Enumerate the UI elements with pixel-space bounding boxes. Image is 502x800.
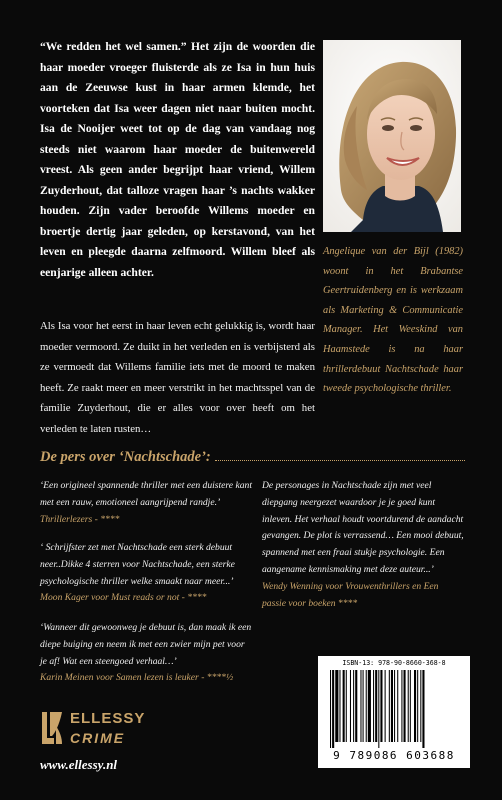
quote-source: Wendy Wenning voor Vrouwenthrillers en Een passie voor boeken **** (262, 580, 439, 609)
publisher-imprint: CRIME (70, 730, 126, 746)
barcode-digits: 9 789086 603688 (333, 749, 455, 762)
barcode-bars (330, 670, 458, 748)
press-heading (40, 448, 465, 468)
isbn-barcode (318, 656, 470, 768)
quote-source: Moon Kager voor Must reads or not - **** (40, 592, 207, 604)
press-quote: ‘Een origineel spannende thriller met een duistere kant met een rauw, emotioneel aangrijpend randje.’ Thrillerlezers - **** (40, 480, 252, 525)
quote-source: Karin Meinen voor Samen lezen is leuker - ****½ (40, 672, 234, 684)
ellessy-logo-icon (38, 708, 66, 748)
dotted-rule (215, 448, 465, 461)
publisher-website: www.ellessy.nl (40, 757, 118, 772)
quote-source: Thrillerlezers - **** (40, 513, 120, 525)
author-bio: Angelique van der Bijl (1982) woont in het Brabantse Geertruidenberg en is werkzaam als Marketing & Communicatie Manager. Het Weeskind van Haamstede is na haar thrillerdebuut Nachtschade haar tweede psychologische thriller. (323, 246, 463, 395)
author-photo (323, 40, 461, 232)
press-quote: De personages in Nachtschade zijn met veel diepgang neergezet waardoor je je goed kunt inleven. Het verhaal houdt voortdurend de aandacht gevangen. De plot is verrassend… Een mooi debuut, spannend met een fraai stukje psychologie. Een aangename kennismaking met deze auteur...’ Wendy Wenning voor Vrouwenthrillers en Een passie voor boeken **** (262, 480, 464, 609)
press-quote: ‘ Schrijfster zet met Nachtschade een sterk debuut neer..Dikke 4 sterren voor Nachtschade, een sterke psychologische thriller welke smaakt naar meer...’ Moon Kager voor Must reads or not - **** (40, 542, 235, 604)
publisher-brand: ELLESSY (70, 710, 146, 727)
plot-paragraph: Als Isa voor het eerst in haar leven echt gelukkig is, wordt haar moeder vermoord. Ze duikt in het verleden en is verbijsterd als ze vermoedt dat Willems familie iets met de moord te maken heeft. Ze raakt meer en meer verstrikt in het machtsspel van de familie Zuyderhout, die er alles voor over heeft om het verleden te laten rusten… (40, 320, 315, 435)
press-heading-text: De pers over ‘Nachtschade’: (40, 449, 211, 465)
press-quote: ‘Wanneer dit gewoonweg je debuut is, dan maak ik een diepe buiging en neem ik met een zwier mijn pet voor je af! Wat een steengoed verhaal…’ Karin Meinen voor Samen lezen is leuker - ****½ (40, 622, 252, 684)
publisher-logo (38, 706, 168, 752)
isbn-label: ISBN-13: 978-90-8660-368-8 (342, 659, 446, 667)
intro-paragraph: “We redden het wel samen.” Het zijn de woorden die haar moeder vroeger fluisterde als ze Isa in hun huis aan de Zeeuwse kust in haar armen klemde, het voorteken dat Isa weer dagen niet naar buiten mocht. Isa de Nooijer weet tot op de dag van vandaag nog steeds niet waarom haar moeder de buitenwereld vreest. Als geen ander begrijpt haar vriend, Willem Zuyderhout, dat talloze vragen haar ’s nachts wakker houden. Zijn vader beroofde Willems moeder en broertje dertig jaar geleden, op kerstavond, van het leven en pleegde daarna zelfmoord. Willem bleef als eenjarige alleen achter. (40, 40, 315, 279)
